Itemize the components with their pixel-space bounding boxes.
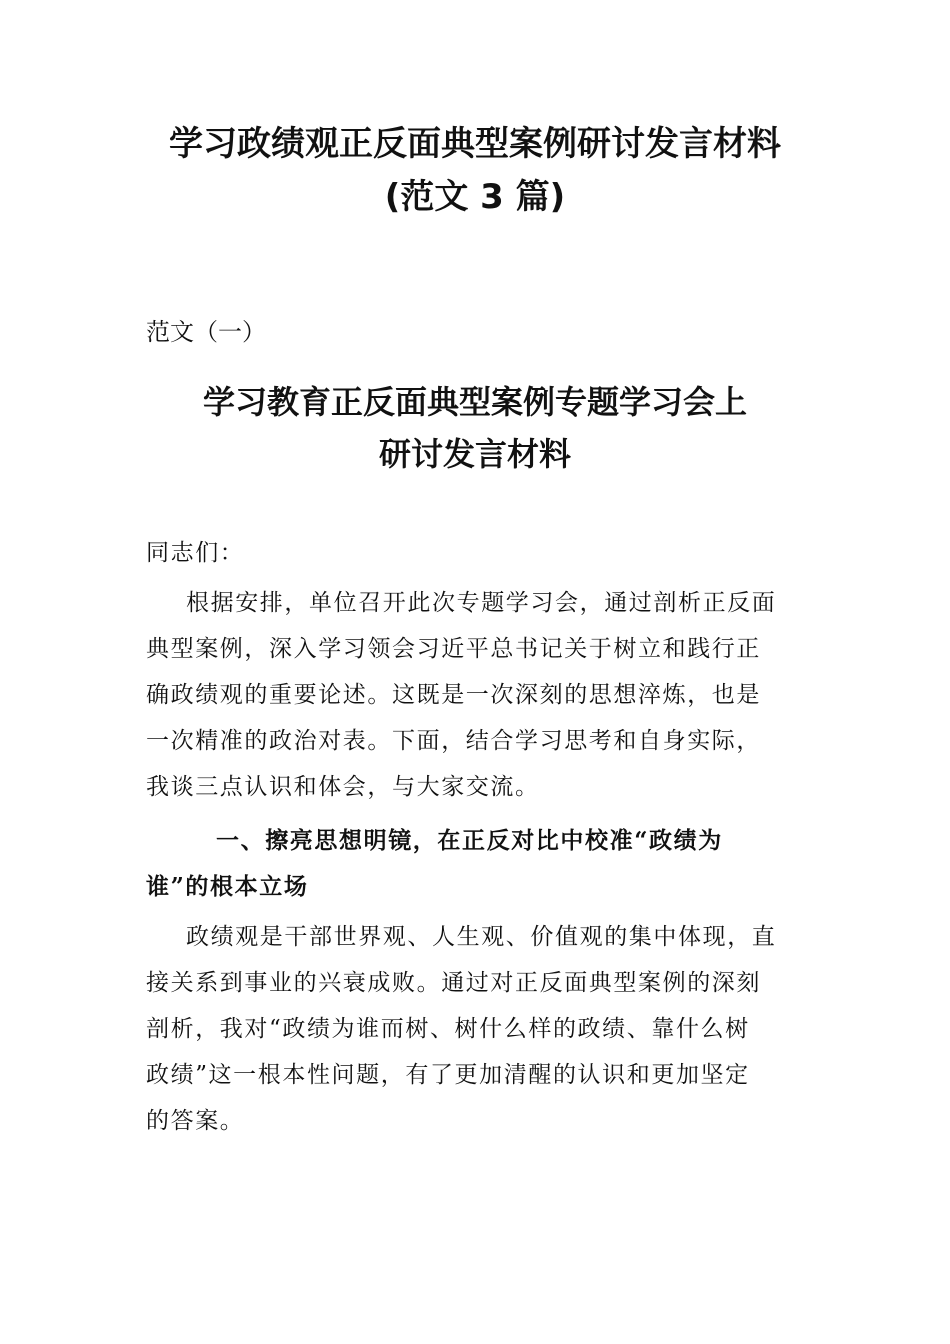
paragraph-line: 我谈三点认识和体会，与大家交流。 — [146, 774, 540, 800]
title-line-2: (范文 3 篇) — [384, 177, 566, 217]
paragraph-line: 根据安排，单位召开此次专题学习会，通过剖析正反面 — [186, 590, 777, 616]
document-title — [120, 118, 830, 224]
speech-title-line-1: 学习教育正反面典型案例专题学习会上 — [202, 383, 747, 421]
heading-line: 谁”的根本立场 — [146, 873, 309, 900]
paragraph-political-views — [146, 914, 806, 1144]
heading-line: 一、擦亮思想明镜，在正反对比中校准“政绩为 — [216, 827, 723, 854]
speech-title — [120, 376, 830, 480]
paragraph-intro — [146, 580, 806, 810]
salutation — [146, 530, 806, 576]
speech-title-line-2: 研讨发言材料 — [378, 435, 571, 473]
paragraph-line: 剖析，我对“政绩为谁而树、树什么样的政绩、靠什么树 — [146, 1016, 750, 1042]
section-heading-1 — [146, 818, 806, 910]
paragraph-line: 确政绩观的重要论述。这既是一次深刻的思想淬炼，也是 — [146, 682, 761, 708]
title-line-1: 学习政绩观正反面典型案例研讨发言材料 — [169, 124, 781, 164]
paragraph-line: 政绩”这一根本性问题，有了更加清醒的认识和更加坚定 — [146, 1062, 750, 1088]
paragraph-line: 接关系到事业的兴衰成败。通过对正反面典型案例的深刻 — [146, 970, 761, 996]
salutation-text: 同志们： — [146, 540, 245, 566]
paragraph-line: 一次精准的政治对表。下面，结合学习思考和自身实际， — [146, 728, 761, 754]
paragraph-line: 政绩观是干部世界观、人生观、价值观的集中体现，直 — [186, 924, 777, 950]
paragraph-line: 的答案。 — [146, 1108, 245, 1134]
paragraph-line: 典型案例，深入学习领会习近平总书记关于树立和践行正 — [146, 636, 761, 662]
section-label: 范文（一） — [146, 318, 266, 346]
